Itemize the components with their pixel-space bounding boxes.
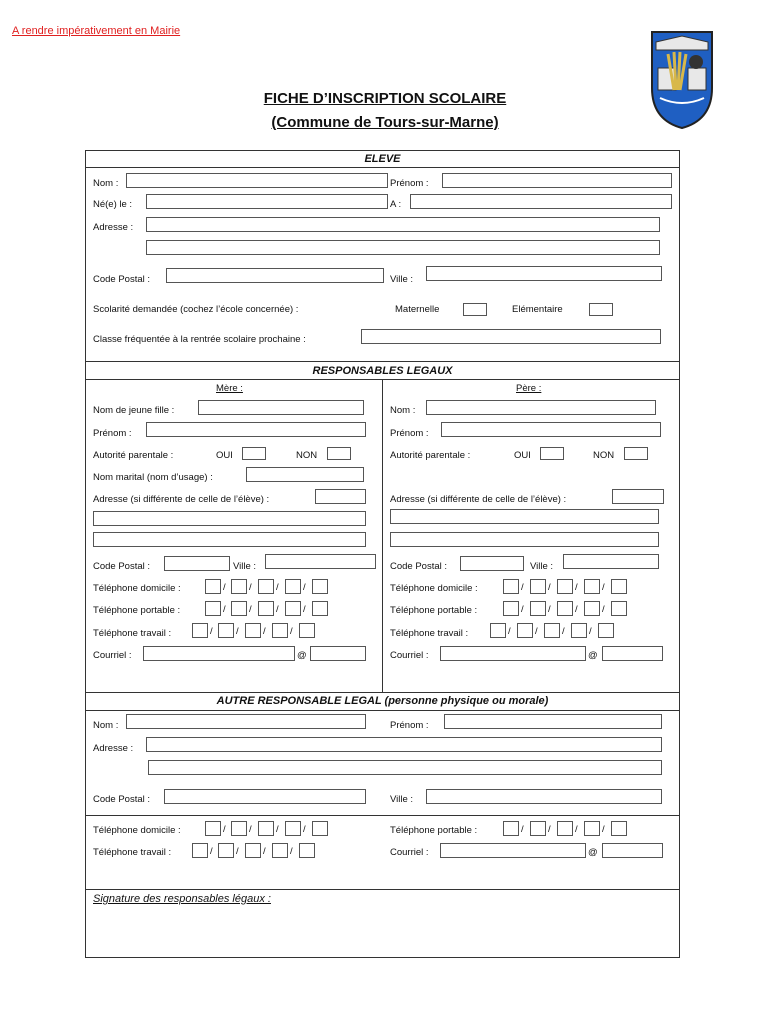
pere-ville-field[interactable]: [563, 554, 659, 569]
divider: [85, 167, 680, 168]
mere-tel-portable-label: Téléphone portable :: [93, 605, 181, 616]
mere-adresse-label: Adresse (si différente de celle de l’élève) :: [93, 494, 270, 505]
mere-code-postal-label: Code Postal :: [93, 561, 151, 572]
slash: /: [236, 846, 239, 857]
mere-oui-checkbox[interactable]: [242, 447, 266, 460]
eleve-code-postal-field[interactable]: [166, 268, 384, 283]
slash: /: [276, 824, 279, 835]
slash: /: [223, 582, 226, 593]
mere-tel-portable-digit[interactable]: [285, 601, 301, 616]
classe-label: Classe fréquentée à la rentrée scolaire prochaine :: [93, 334, 306, 345]
autre-code-postal-field[interactable]: [164, 789, 366, 804]
slash: /: [521, 824, 524, 835]
slash: /: [249, 824, 252, 835]
mere-autorite-label: Autorité parentale :: [93, 450, 174, 461]
slash: /: [249, 582, 252, 593]
autre-tel-travail-digit[interactable]: [299, 843, 315, 858]
mere-non-checkbox[interactable]: [327, 447, 351, 460]
autre-tel-domicile-digit[interactable]: [231, 821, 247, 836]
slash: /: [303, 604, 306, 615]
slash: /: [303, 824, 306, 835]
mere-oui-label: OUI: [216, 450, 233, 461]
pere-courriel-label: Courriel :: [390, 650, 429, 661]
autre-courriel-domain-field[interactable]: [602, 843, 663, 858]
pere-adresse-field-1[interactable]: [612, 489, 664, 504]
divider: [85, 692, 680, 693]
slash: /: [521, 604, 524, 615]
pere-tel-domicile-label: Téléphone domicile :: [390, 583, 478, 594]
pere-tel-portable-label: Téléphone portable :: [390, 605, 478, 616]
elementaire-checkbox[interactable]: [589, 303, 613, 316]
slash: /: [508, 626, 511, 637]
pere-tel-travail-digit[interactable]: [544, 623, 560, 638]
mere-adresse-field-3[interactable]: [93, 532, 366, 547]
slash: /: [535, 626, 538, 637]
pere-courriel-user-field[interactable]: [440, 646, 586, 661]
pere-prenom-label: Prénom :: [390, 428, 429, 439]
column-divider: [382, 379, 383, 692]
pere-oui-label: OUI: [514, 450, 531, 461]
pere-tel-domicile-digit[interactable]: [584, 579, 600, 594]
mere-adresse-field-2[interactable]: [93, 511, 366, 526]
eleve-nom-label: Nom :: [93, 178, 119, 189]
mere-tel-travail-label: Téléphone travail :: [93, 628, 172, 639]
section-autre-responsable: AUTRE RESPONSABLE LEGAL (personne physique ou morale): [216, 695, 549, 707]
slash: /: [575, 582, 578, 593]
autre-tel-portable-digit[interactable]: [584, 821, 600, 836]
slash: /: [223, 604, 226, 615]
pere-tel-travail-digit[interactable]: [517, 623, 533, 638]
autre-tel-travail-digit[interactable]: [218, 843, 234, 858]
mere-ville-label: Ville :: [233, 561, 257, 572]
slash: /: [236, 626, 239, 637]
mere-non-label: NON: [296, 450, 318, 461]
eleve-prenom-label: Prénom :: [390, 178, 429, 189]
classe-field[interactable]: [361, 329, 661, 344]
slash: /: [223, 824, 226, 835]
autre-adresse-field-2[interactable]: [148, 760, 662, 775]
slash: /: [575, 604, 578, 615]
autre-prenom-field[interactable]: [444, 714, 662, 729]
pere-nom-field[interactable]: [426, 400, 656, 415]
scolarite-label: Scolarité demandée (cochez l’école concernée) :: [93, 304, 299, 315]
slash: /: [589, 626, 592, 637]
eleve-a-label: A :: [390, 199, 402, 210]
mere-prenom-field[interactable]: [146, 422, 366, 437]
slash: /: [303, 582, 306, 593]
pere-adresse-field-2[interactable]: [390, 509, 659, 524]
mere-adresse-field-1[interactable]: [315, 489, 366, 504]
pere-adresse-field-3[interactable]: [390, 532, 659, 547]
eleve-ne-le-label: Né(e) le :: [93, 199, 133, 210]
divider: [85, 361, 680, 362]
pere-code-postal-field[interactable]: [460, 556, 524, 571]
autre-nom-field[interactable]: [126, 714, 366, 729]
autre-tel-domicile-digit[interactable]: [285, 821, 301, 836]
divider: [85, 815, 680, 816]
mere-tel-portable-digit[interactable]: [258, 601, 274, 616]
pere-tel-portable-digit[interactable]: [611, 601, 627, 616]
mere-courriel-user-field[interactable]: [143, 646, 295, 661]
mere-tel-travail-digit[interactable]: [245, 623, 261, 638]
autre-ville-label: Ville :: [390, 794, 414, 805]
at-sign: @: [588, 847, 598, 858]
eleve-birthplace-field[interactable]: [410, 194, 672, 209]
mere-tel-domicile-digit[interactable]: [231, 579, 247, 594]
mere-code-postal-field[interactable]: [164, 556, 230, 571]
pere-non-label: NON: [593, 450, 615, 461]
mere-nom-marital-label: Nom marital (nom d’usage) :: [93, 472, 213, 483]
pere-autorite-label: Autorité parentale :: [390, 450, 471, 461]
pere-tel-portable-digit[interactable]: [503, 601, 519, 616]
signature-label: Signature des responsables légaux :: [93, 893, 271, 905]
mere-tel-domicile-digit[interactable]: [205, 579, 221, 594]
at-sign: @: [588, 650, 598, 661]
pere-tel-portable-digit[interactable]: [584, 601, 600, 616]
mere-courriel-domain-field[interactable]: [310, 646, 366, 661]
mere-tel-domicile-label: Téléphone domicile :: [93, 583, 181, 594]
elementaire-label: Elémentaire: [512, 304, 563, 315]
pere-heading: Père :: [516, 383, 542, 394]
autre-prenom-label: Prénom :: [390, 720, 429, 731]
mere-tel-travail-digit[interactable]: [218, 623, 234, 638]
autre-tel-portable-digit[interactable]: [530, 821, 546, 836]
mere-tel-travail-digit[interactable]: [192, 623, 208, 638]
slash: /: [521, 582, 524, 593]
eleve-ville-label: Ville :: [390, 274, 414, 285]
eleve-adresse-field-1[interactable]: [146, 217, 660, 232]
autre-adresse-field-1[interactable]: [146, 737, 662, 752]
autre-adresse-label: Adresse :: [93, 743, 134, 754]
pere-non-checkbox[interactable]: [624, 447, 648, 460]
autre-tel-portable-digit[interactable]: [557, 821, 573, 836]
mere-nom-jeune-fille-label: Nom de jeune fille :: [93, 405, 175, 416]
slash: /: [548, 824, 551, 835]
mere-ville-field[interactable]: [265, 554, 376, 569]
autre-ville-field[interactable]: [426, 789, 662, 804]
pere-tel-travail-digit[interactable]: [598, 623, 614, 638]
pere-tel-domicile-digit[interactable]: [557, 579, 573, 594]
mere-tel-portable-digit[interactable]: [231, 601, 247, 616]
slash: /: [263, 846, 266, 857]
pere-oui-checkbox[interactable]: [540, 447, 564, 460]
autre-tel-travail-digit[interactable]: [272, 843, 288, 858]
pere-tel-portable-digit[interactable]: [530, 601, 546, 616]
pere-nom-label: Nom :: [390, 405, 416, 416]
eleve-prenom-field[interactable]: [442, 173, 672, 188]
divider: [85, 710, 680, 711]
mere-tel-portable-digit[interactable]: [205, 601, 221, 616]
pere-ville-label: Ville :: [530, 561, 554, 572]
slash: /: [575, 824, 578, 835]
autre-tel-travail-digit[interactable]: [192, 843, 208, 858]
eleve-nom-field[interactable]: [126, 173, 388, 188]
pere-tel-travail-digit[interactable]: [490, 623, 506, 638]
pere-adresse-label: Adresse (si différente de celle de l’élève) :: [390, 494, 567, 505]
autre-tel-portable-digit[interactable]: [503, 821, 519, 836]
slash: /: [602, 824, 605, 835]
maternelle-label: Maternelle: [395, 304, 440, 315]
slash: /: [548, 582, 551, 593]
autre-tel-portable-label: Téléphone portable :: [390, 825, 478, 836]
slash: /: [290, 846, 293, 857]
mere-nom-marital-field[interactable]: [246, 467, 364, 482]
autre-tel-domicile-label: Téléphone domicile :: [93, 825, 181, 836]
autre-tel-domicile-digit[interactable]: [205, 821, 221, 836]
autre-courriel-user-field[interactable]: [440, 843, 586, 858]
mere-tel-travail-digit[interactable]: [272, 623, 288, 638]
slash: /: [602, 582, 605, 593]
autre-code-postal-label: Code Postal :: [93, 794, 151, 805]
slash: /: [602, 604, 605, 615]
notice-text: A rendre impérativement en Mairie: [12, 25, 181, 37]
at-sign: @: [297, 650, 307, 661]
pere-tel-portable-digit[interactable]: [557, 601, 573, 616]
pere-code-postal-label: Code Postal :: [390, 561, 448, 572]
page-title: FICHE D’INSCRIPTION SCOLAIRE: [263, 90, 507, 107]
slash: /: [210, 846, 213, 857]
section-responsables: RESPONSABLES LEGAUX: [312, 365, 453, 377]
eleve-ville-field[interactable]: [426, 266, 662, 281]
autre-tel-domicile-digit[interactable]: [312, 821, 328, 836]
mere-tel-travail-digit[interactable]: [299, 623, 315, 638]
mere-tel-domicile-digit[interactable]: [258, 579, 274, 594]
pere-prenom-field[interactable]: [441, 422, 661, 437]
slash: /: [263, 626, 266, 637]
slash: /: [210, 626, 213, 637]
slash: /: [548, 604, 551, 615]
divider: [85, 889, 680, 890]
slash: /: [249, 604, 252, 615]
mere-prenom-label: Prénom :: [93, 428, 132, 439]
slash: /: [276, 604, 279, 615]
slash: /: [562, 626, 565, 637]
mere-courriel-label: Courriel :: [93, 650, 132, 661]
signature-area[interactable]: [86, 910, 679, 956]
slash: /: [290, 626, 293, 637]
mere-tel-domicile-digit[interactable]: [285, 579, 301, 594]
slash: /: [276, 582, 279, 593]
mere-tel-domicile-digit[interactable]: [312, 579, 328, 594]
page-subtitle: (Commune de Tours-sur-Marne): [271, 114, 499, 131]
pere-tel-travail-label: Téléphone travail :: [390, 628, 469, 639]
autre-tel-travail-digit[interactable]: [245, 843, 261, 858]
section-eleve: ELEVE: [364, 153, 401, 165]
pere-tel-domicile-digit[interactable]: [611, 579, 627, 594]
mere-tel-portable-digit[interactable]: [312, 601, 328, 616]
autre-nom-label: Nom :: [93, 720, 119, 731]
eleve-adresse-label: Adresse :: [93, 222, 134, 233]
eleve-birthdate-field[interactable]: [146, 194, 388, 209]
autre-courriel-label: Courriel :: [390, 847, 429, 858]
eleve-adresse-field-2[interactable]: [146, 240, 660, 255]
autre-tel-portable-digit[interactable]: [611, 821, 627, 836]
pere-tel-domicile-digit[interactable]: [530, 579, 546, 594]
autre-tel-travail-label: Téléphone travail :: [93, 847, 172, 858]
eleve-code-postal-label: Code Postal :: [93, 274, 151, 285]
mere-heading: Mère :: [216, 383, 243, 394]
mere-nom-jeune-fille-field[interactable]: [198, 400, 364, 415]
pere-tel-travail-digit[interactable]: [571, 623, 587, 638]
maternelle-checkbox[interactable]: [463, 303, 487, 316]
autre-tel-domicile-digit[interactable]: [258, 821, 274, 836]
pere-courriel-domain-field[interactable]: [602, 646, 663, 661]
pere-tel-domicile-digit[interactable]: [503, 579, 519, 594]
